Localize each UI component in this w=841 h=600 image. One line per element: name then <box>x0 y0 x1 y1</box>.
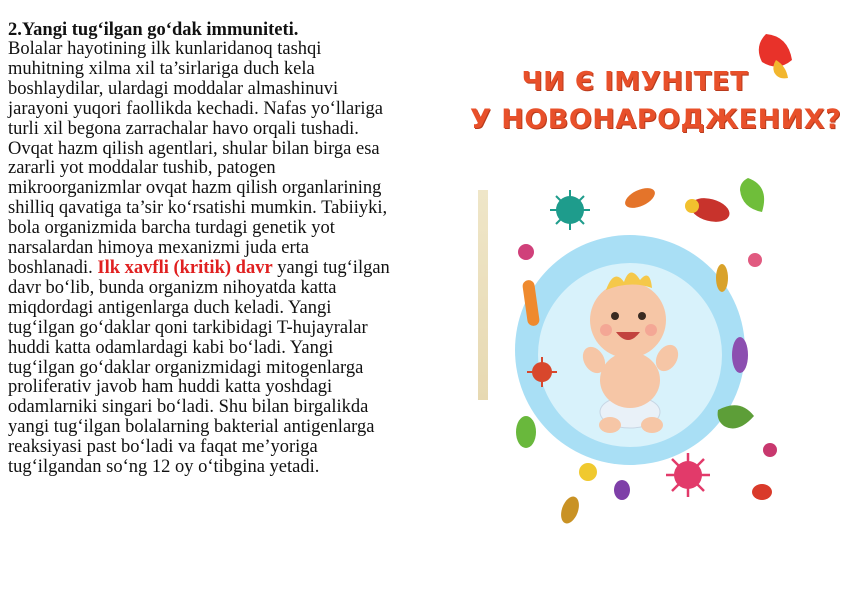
text-segment: muhitning xilma xil ta’sirlariga duch kela <box>8 58 315 79</box>
paragraph-line <box>8 179 470 199</box>
virus-pink-spiky-icon <box>666 453 710 497</box>
leaf-green-right-icon <box>718 405 754 428</box>
paragraph-line <box>8 458 470 478</box>
text-segment: reaksiyasi past bo‘ladi va faqat me’yoriga <box>8 437 318 458</box>
highlighted-term: Ilk xavfli (kritik) davr <box>97 257 273 278</box>
article-text <box>8 20 470 478</box>
body-paragraph <box>8 40 470 478</box>
paragraph-line <box>8 339 470 359</box>
immunity-poster <box>470 20 841 530</box>
text-segment: mikroorganizmlar ovqat hazm qilish organlarining <box>8 178 382 199</box>
text-segment: boshlanadi. <box>8 257 98 278</box>
bacterium-green-icon <box>516 416 536 448</box>
poster-title-line1: ЧИ Є ІМУНІТЕТ <box>521 67 749 97</box>
text-segment: yangi tug‘ilgan bolalarning bakterial antigenlarga <box>8 417 375 438</box>
text-segment: tug‘ilgandan so‘ng 12 oy o‘tibgina yetadi. <box>8 457 320 478</box>
paragraph-line <box>8 319 470 339</box>
text-segment: proliferativ javob ham huddi katta yoshdagi <box>8 377 333 398</box>
text-segment: Ovqat hazm qilish agentlari, shular bilan birga esa <box>8 138 380 159</box>
text-segment: shilliq qavatiga ta’sir ko‘rsatishi mumkin. Tabiiyki, <box>8 198 388 219</box>
paragraph-line <box>8 80 470 100</box>
germ-purple-icon <box>732 337 748 373</box>
text-segment: tug‘ilgan go‘daklar organizmidagi mitogenlarga <box>8 357 364 378</box>
text-segment: zararli yot moddalar tushib, patogen <box>8 158 276 179</box>
paragraph-line <box>8 378 470 398</box>
section-heading: 2.Yangi tug‘ilgan go‘dak immuniteti. <box>8 20 299 40</box>
paragraph-line <box>8 398 470 418</box>
germ-magenta-icon <box>518 244 534 260</box>
text-segment: huddi katta odamlardagi kabi bo‘ladi. Yangi <box>8 337 334 358</box>
paragraph-line <box>8 140 470 160</box>
text-segment: odamlarniki singari bo‘ladi. Shu bilan birgalikda <box>8 397 369 418</box>
text-segment: davr bo‘lib, bunda organizm nihoyatda katta <box>8 277 337 298</box>
text-segment: Bolalar hayotining ilk kunlaridanoq tashqi <box>8 39 322 59</box>
paragraph-line <box>8 438 470 458</box>
paragraph-line <box>8 418 470 438</box>
paragraph-line <box>8 199 470 219</box>
paragraph-line <box>8 299 470 319</box>
paragraph-line <box>8 219 470 239</box>
germ-purple-bottom-icon <box>614 480 630 500</box>
germ-magenta-right-icon <box>763 443 777 457</box>
paragraph-line <box>8 239 470 259</box>
germ-gold-icon <box>716 264 728 292</box>
paragraph-line <box>8 359 470 379</box>
paragraph-line <box>8 60 470 80</box>
germ-red-bottom-icon <box>752 484 772 500</box>
germ-yellow-icon <box>685 199 699 213</box>
paragraph-line <box>8 120 470 140</box>
text-segment: tug‘ilgan go‘daklar qoni tarkibidagi T-hujayralar <box>8 317 368 338</box>
virus-teal-icon <box>550 190 590 230</box>
text-segment: turli xil begona zarrachalar havo orqali tushadi. <box>8 118 359 139</box>
text-segment: jarayoni yuqori faollikda kechadi. Nafas yo‘llariga <box>8 98 383 119</box>
side-strip <box>478 190 488 400</box>
poster-title-line2: У НОВОНАРОДЖЕНИХ? <box>470 104 841 135</box>
text-segment: yangi tug‘ilgan <box>272 257 390 278</box>
paragraph-line <box>8 40 470 60</box>
text-segment: miqdordagi antigenlarga duch keladi. Yangi <box>8 297 332 318</box>
text-segment: boshlaydilar, ulardagi moddalar almashinuvi <box>8 78 339 99</box>
germ-gold-bottom-icon <box>558 494 583 526</box>
paragraph-line <box>8 159 470 179</box>
germ-pink-icon <box>748 253 762 267</box>
text-segment: bola organizmida barcha turdagi genetik yot <box>8 218 335 239</box>
leaf-green-icon <box>740 178 764 212</box>
germ-yellow-bottom-icon <box>579 463 597 481</box>
paragraph-line <box>8 100 470 120</box>
bacterium-orange-icon <box>622 184 658 212</box>
paragraph-line <box>8 279 470 299</box>
paragraph-line <box>8 259 470 279</box>
text-segment: narsalardan himoya mexanizmi juda erta <box>8 238 310 259</box>
